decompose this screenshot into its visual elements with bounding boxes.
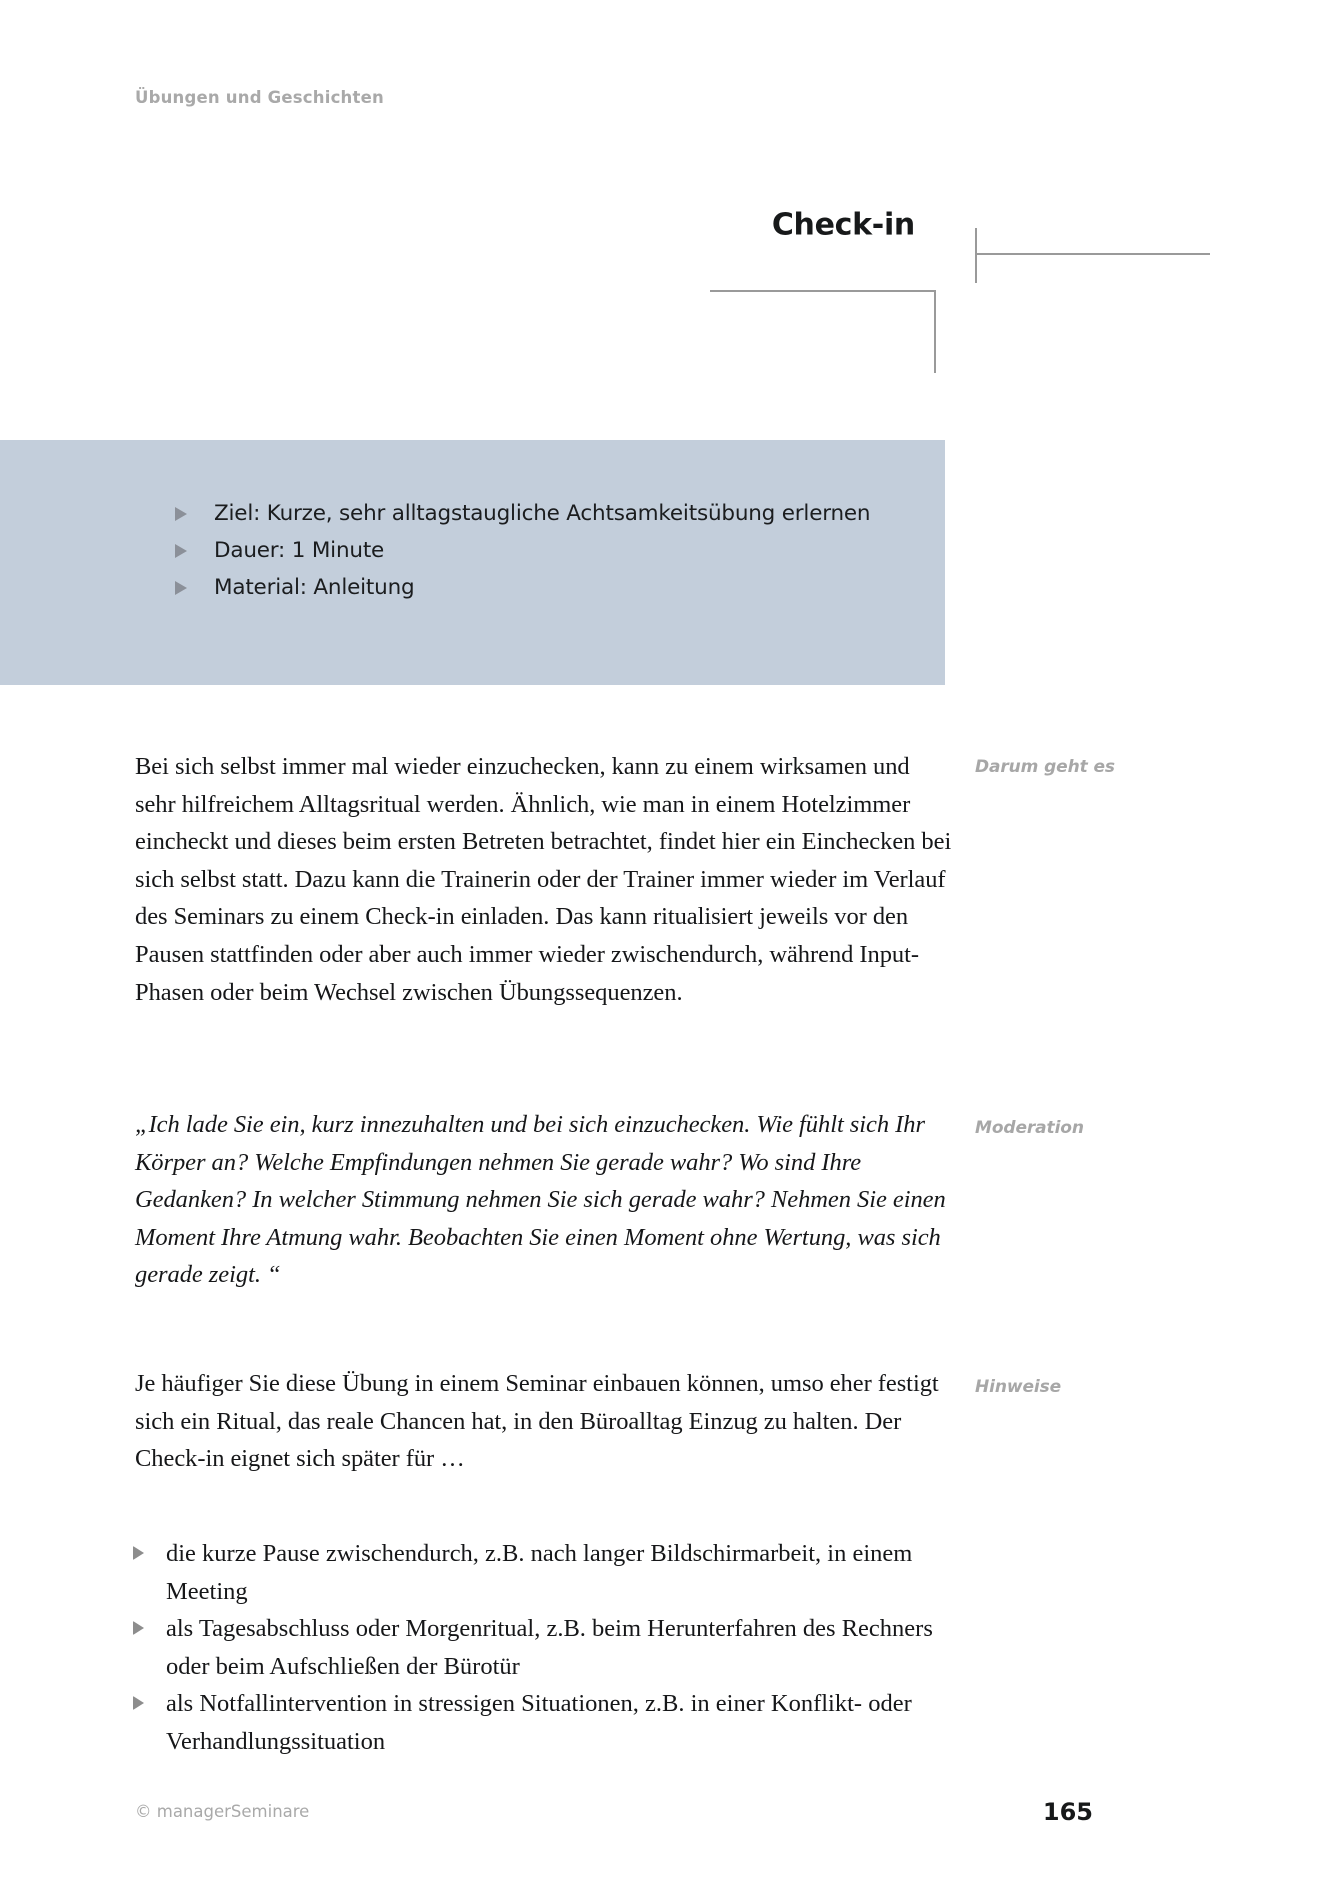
list-item: [133, 1685, 973, 1760]
decorative-rule-upper-vertical: [975, 228, 977, 283]
section-darum-geht-es: [135, 748, 955, 1011]
section-body: Je häufiger Sie diese Übung in einem Seminar einbauen können, umso eher festigt sich ein Ritual, das reale Chancen hat, in den Büroalltag Einzug zu halten. Der Check-in eignet sich später für …: [135, 1370, 939, 1473]
margin-label-moderation: Moderation: [975, 1118, 1084, 1138]
info-box-list: [175, 495, 875, 606]
section-body: Bei sich selbst immer mal wieder einzuchecken, kann zu einem wirksamen und sehr hilfreichem Alltagsritual werden. Ähnlich, wie man in einem Hotelzimmer eincheckt und dieses beim ersten Betreten betrachtet, findet hier ein Einchecken bei sich selbst statt. Dazu kann die Trainerin oder der Trainer immer wieder im Verlauf des Seminars zu einem Check-in einladen. Das kann ritualisiert jeweils vor den Pausen stattfinden oder aber auch immer wieder zwischendurch, während Input-Phasen oder beim Wechsel zwischen Übungssequenzen.: [135, 753, 952, 1006]
list-item-label: als Tagesabschluss oder Morgenritual, z.B. beim Herunterfahren des Rechners oder beim Aufschließen der Bürotür: [166, 1615, 933, 1680]
list-item-label: Material: Anleitung: [214, 575, 415, 600]
title-block: [0, 0, 1320, 400]
info-box: [0, 440, 945, 685]
list-item: [133, 1610, 973, 1685]
list-item: [175, 495, 875, 532]
section-hinweise: [135, 1365, 955, 1478]
footer-copyright: © managerSeminare: [135, 1802, 310, 1821]
page-title: Check-in: [771, 207, 915, 243]
margin-label-hinweise: Hinweise: [975, 1377, 1062, 1397]
triangle-right-icon: [175, 507, 187, 521]
triangle-right-icon: [175, 581, 187, 595]
list-item: [175, 569, 875, 606]
running-head: Übungen und Geschichten: [135, 88, 384, 107]
decorative-rule-lower-vertical: [934, 290, 936, 373]
hints-list: [133, 1535, 973, 1761]
arrow-right-icon: [133, 1621, 144, 1635]
arrow-right-icon: [133, 1546, 144, 1560]
list-item-label: Ziel: Kurze, sehr alltagstaugliche Achtsamkeitsübung erlernen: [214, 501, 871, 526]
section-moderation: [135, 1106, 955, 1294]
triangle-right-icon: [175, 544, 187, 558]
margin-label-darum-geht-es: Darum geht es: [975, 757, 1115, 777]
page-number: 165: [1042, 1798, 1093, 1826]
decorative-rule-upper-horizontal: [975, 253, 1210, 255]
list-item-label: die kurze Pause zwischendurch, z.B. nach langer Bildschirmarbeit, in einem Meeting: [166, 1540, 913, 1605]
decorative-rule-lower-horizontal: [710, 290, 936, 292]
list-item-label: Dauer: 1 Minute: [214, 538, 385, 563]
list-item: [175, 532, 875, 569]
list-item: [133, 1535, 973, 1610]
arrow-right-icon: [133, 1696, 144, 1710]
list-item-label: als Notfallintervention in stressigen Situationen, z.B. in einer Konflikt- oder Verhandlungssituation: [166, 1690, 912, 1755]
section-body: „Ich lade Sie ein, kurz innezuhalten und bei sich einzuchecken. Wie fühlt sich Ihr Körper an? Welche Empfindungen nehmen Sie gerade wahr? Wo sind Ihre Gedanken? In welcher Stimmung nehmen Sie sich gerade wahr? Nehmen Sie einen Moment Ihre Atmung wahr. Beobachten Sie einen Moment ohne Wertung, was sich gerade zeigt. “: [135, 1111, 946, 1289]
